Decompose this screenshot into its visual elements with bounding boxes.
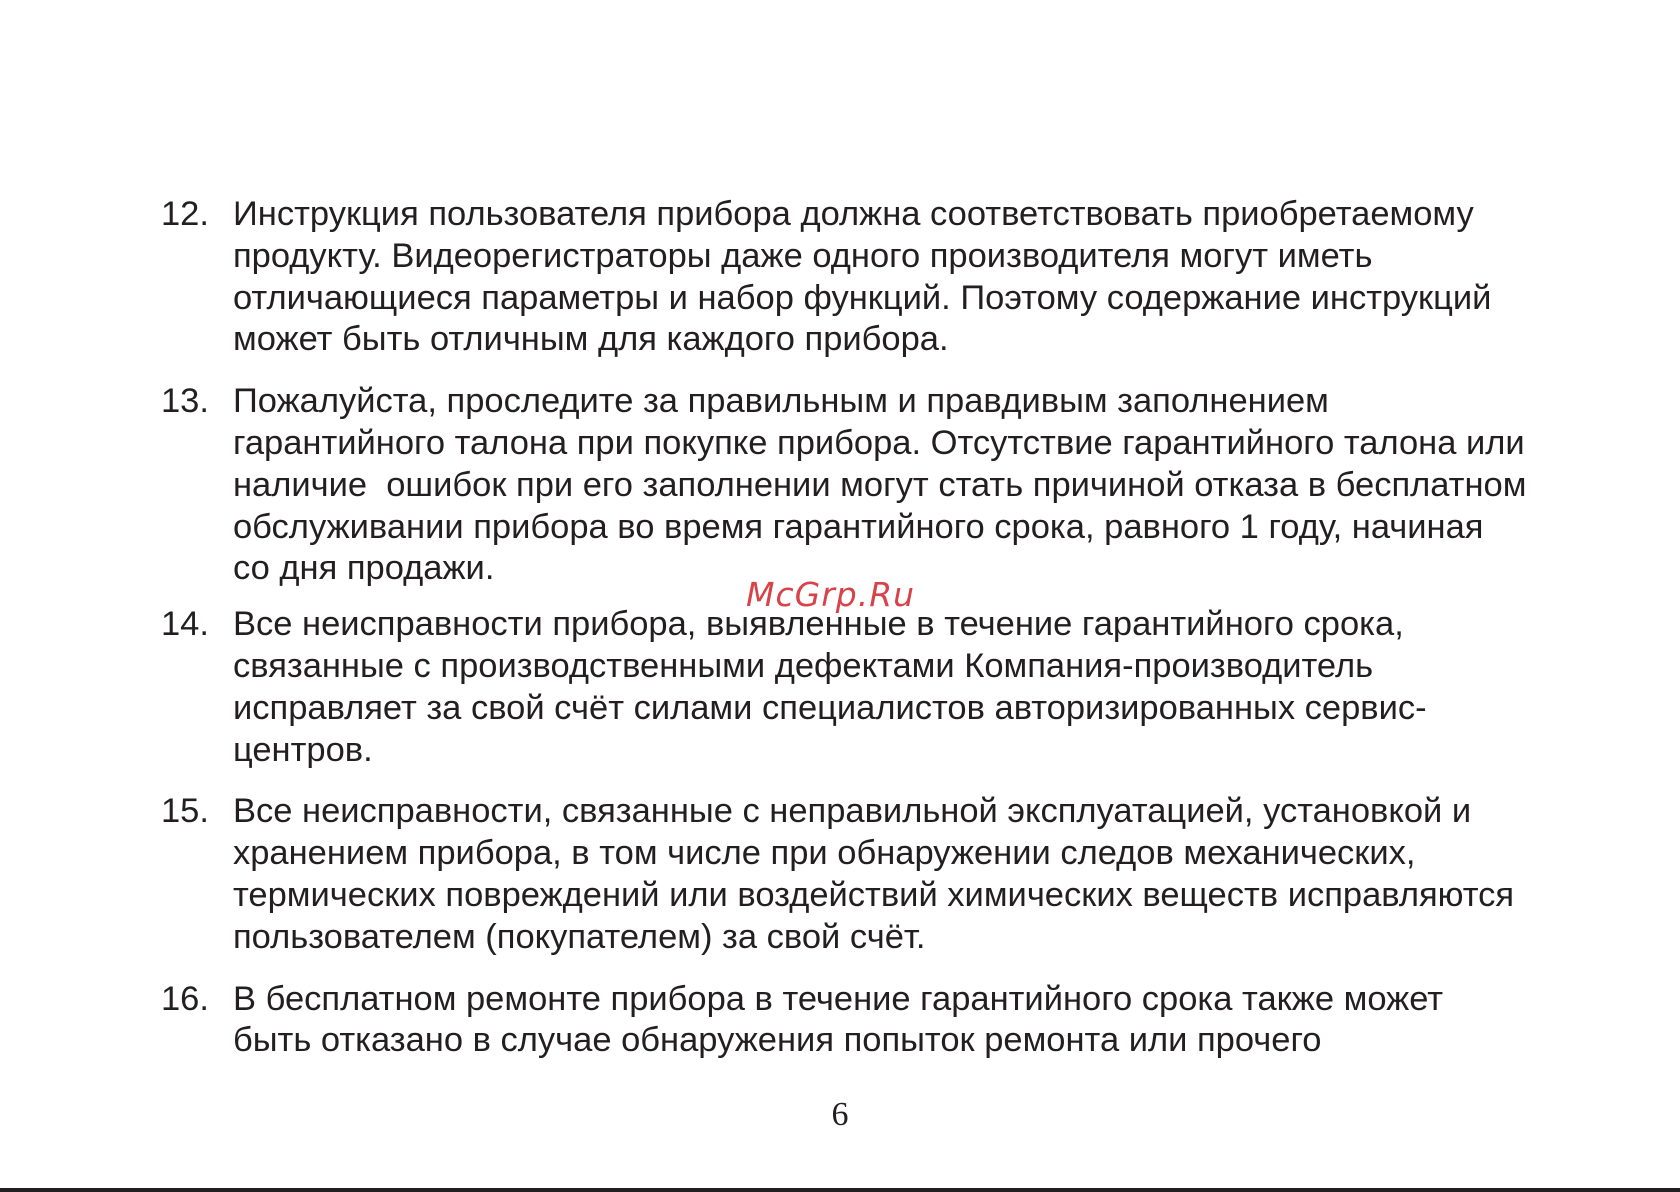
list-item bbox=[161, 381, 1601, 590]
item-text bbox=[233, 381, 1601, 590]
text-line: продукту. Видеорегистраторы даже одного производителя могут иметь bbox=[233, 236, 1373, 275]
list-item bbox=[161, 979, 1601, 1063]
text-line: центров. bbox=[233, 730, 373, 769]
page-bottom-border bbox=[0, 1188, 1680, 1192]
item-number: 13. bbox=[161, 382, 209, 421]
list-item bbox=[161, 194, 1601, 361]
text-line: В бесплатном ремонте прибора в течение гарантийного срока также может bbox=[233, 979, 1444, 1018]
page-number: 6 bbox=[831, 1096, 849, 1133]
item-text bbox=[233, 604, 1601, 771]
text-line: Инструкция пользователя прибора должна соответствовать приобретаемому bbox=[233, 195, 1474, 233]
text-line: Пожалуйста, проследите за правильным и правдивым заполнением bbox=[233, 382, 1329, 421]
list-item bbox=[161, 791, 1601, 958]
item-number: 12. bbox=[161, 195, 209, 233]
text-line: связанные с производственными дефектами Компания-производитель bbox=[233, 646, 1374, 685]
list-item bbox=[161, 604, 1601, 771]
text-line: отличающиеся параметры и набор функций. Поэтому содержание инструкций bbox=[233, 278, 1492, 317]
item-text bbox=[233, 194, 1601, 361]
item-number: 15. bbox=[161, 792, 209, 831]
warranty-terms-list bbox=[161, 194, 1601, 1062]
item-text bbox=[233, 791, 1601, 958]
text-line: наличие ошибок при его заполнении могут стать причиной отказа в бесплатном bbox=[233, 465, 1527, 504]
site-watermark: McGrp.Ru bbox=[746, 575, 916, 614]
text-line: со дня продажи. bbox=[233, 549, 495, 588]
text-line: может быть отличным для каждого прибора. bbox=[233, 320, 949, 359]
text-line: пользователем (покупателем) за свой счёт. bbox=[233, 917, 926, 956]
text-line: гарантийного талона при покупке прибора. Отсутствие гарантийного талона или bbox=[233, 423, 1525, 462]
item-number: 14. bbox=[161, 605, 209, 644]
text-line: Все неисправности прибора, выявленные в течение гарантийного срока, bbox=[233, 605, 1404, 644]
text-line: обслуживании прибора во время гарантийного срока, равного 1 году, начиная bbox=[233, 507, 1484, 546]
text-line: хранением прибора, в том числе при обнаружении следов механических, bbox=[233, 834, 1416, 873]
item-text bbox=[233, 979, 1601, 1063]
text-line: Все неисправности, связанные с неправильной эксплуатацией, установкой и bbox=[233, 792, 1472, 831]
text-line: термических повреждений или воздействий химических веществ исправляются bbox=[233, 875, 1515, 914]
text-line: исправляет за свой счёт силами специалистов авторизированных сервис- bbox=[233, 688, 1427, 727]
item-number: 16. bbox=[161, 979, 209, 1018]
text-line: быть отказано в случае обнаружения попыток ремонта или прочего bbox=[233, 1021, 1322, 1060]
